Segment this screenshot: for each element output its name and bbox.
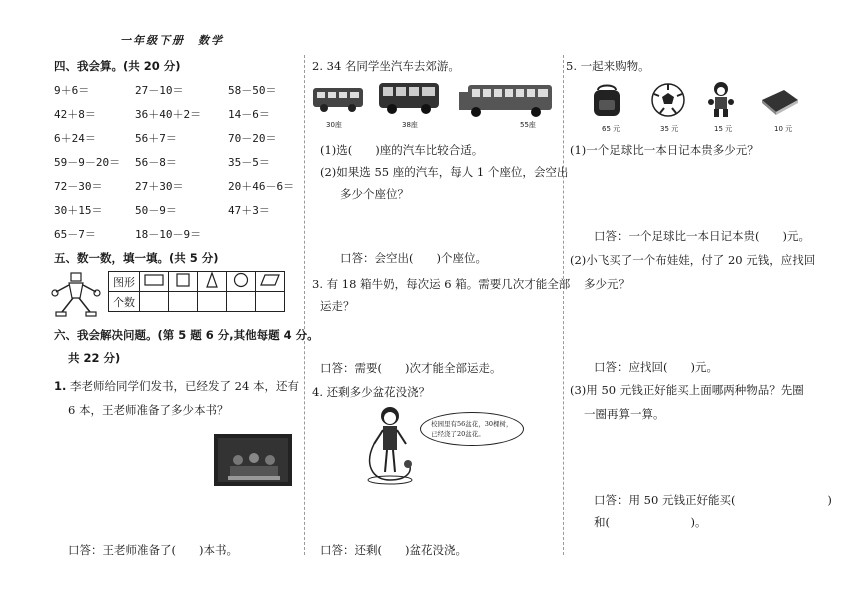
backpack-icon [590, 82, 624, 118]
bus-30-seat-icon [312, 84, 364, 114]
count-answer-cell[interactable] [227, 292, 256, 312]
calc-item: 59－9－20＝ [54, 156, 121, 169]
question-5-title: 5. 一起来购物。 [566, 59, 650, 73]
calc-item: 6＋24＝ [54, 132, 96, 145]
notebook-icon [760, 86, 800, 116]
calc-item: 36＋40＋2＝ [135, 108, 202, 121]
triangle-shape-cell [198, 272, 227, 292]
question-5-part2-cont: 多少元？ [584, 277, 630, 291]
price-label: 10 元 [774, 125, 793, 133]
section-5-title: 五、数一数，填一填。(共 5 分) [54, 251, 219, 265]
price-label: 15 元 [714, 125, 733, 133]
question-2-part2-cont: 多少个座位？ [340, 187, 409, 201]
calc-item: 58－50＝ [228, 84, 277, 97]
question-5-part1: (1)一个足球比一本日记本贵多少元？ [570, 143, 759, 157]
question-2-part1: (1)选( )座的汽车比较合适。 [320, 143, 484, 157]
speech-bubble [420, 412, 524, 446]
question-3-line2: 运走？ [320, 299, 355, 313]
parallelogram-shape-cell [256, 272, 285, 292]
question-2-answer: 口答：会空出( )个座位。 [340, 251, 487, 265]
bus-label: 30座 [326, 121, 342, 129]
bubble-line: 校园里有56盆花，30棵树， [431, 420, 513, 428]
bus-label: 38座 [402, 121, 418, 129]
football-icon [650, 82, 686, 118]
question-5-answer1: 口答：一个足球比一本日记本贵( )元。 [594, 229, 810, 243]
table-header-count: 个数 [109, 292, 140, 312]
question-5-part2: (2)小飞买了一个布娃娃，付了 20 元钱，应找回 [570, 253, 816, 267]
square-shape-cell [169, 272, 198, 292]
count-answer-cell[interactable] [169, 292, 198, 312]
calc-item: 30＋15＝ [54, 204, 103, 217]
section-4-title: 四、我会算。(共 20 分) [54, 59, 181, 73]
calc-item: 70－20＝ [228, 132, 277, 145]
calc-item: 72－30＝ [54, 180, 103, 193]
column-divider [304, 55, 305, 555]
doll-icon [706, 80, 736, 120]
question-1-answer: 口答：王老师准备了( )本书。 [68, 543, 238, 557]
count-answer-cell[interactable] [198, 292, 227, 312]
question-1-line1: 1. 李老师给同学们发书，已经发了 24 本，还有 [54, 379, 299, 393]
section-6-title-cont: 共 22 分) [68, 351, 121, 365]
calc-item: 20＋46－6＝ [228, 180, 295, 193]
calc-item: 56＋7＝ [135, 132, 177, 145]
price-label: 35 元 [660, 125, 679, 133]
page-header: 一年级下册 数学 [120, 34, 224, 47]
bus-38-seat-icon [378, 80, 440, 116]
rectangle-shape-cell [140, 272, 169, 292]
calc-item: 65－7＝ [54, 228, 96, 241]
count-answer-cell[interactable] [140, 292, 169, 312]
bus-label: 55座 [520, 121, 536, 129]
count-answer-cell[interactable] [256, 292, 285, 312]
question-5-answer3: 口答：用 50 元钱正好能买( ) [594, 493, 832, 507]
circle-shape-cell [227, 272, 256, 292]
question-4-title: 4. 还剩多少盆花没浇？ [312, 385, 431, 399]
question-2-part2: (2)如果选 55 座的汽车，每人 1 个座位，会空出 [320, 165, 569, 179]
bus-55-seat-icon [458, 82, 554, 120]
calc-item: 14－6＝ [228, 108, 270, 121]
question-1-line2: 6 本，王老师准备了多少本书？ [68, 403, 229, 417]
column-divider [563, 55, 564, 555]
shape-figure-illustration [50, 272, 102, 318]
question-3-answer: 口答：需要( )次才能全部运走。 [320, 361, 502, 375]
question-4-answer: 口答：还剩( )盆花没浇。 [320, 543, 467, 557]
girl-watering-illustration [364, 404, 416, 486]
calc-item: 47＋3＝ [228, 204, 270, 217]
question-5-answer2: 口答：应找回( )元。 [594, 360, 718, 374]
question-2-title: 2. 34 名同学坐汽车去郊游。 [312, 59, 460, 73]
question-5-answer3-cont: 和( )。 [594, 515, 707, 529]
calc-item: 35－5＝ [228, 156, 270, 169]
calc-item: 27－10＝ [135, 84, 184, 97]
calc-item: 42＋8＝ [54, 108, 96, 121]
question-5-part3-cont: 一圈再算一算。 [584, 407, 665, 421]
question-number: 1. [54, 379, 67, 393]
section-6-title: 六、我会解决问题。(第 5 题 6 分,其他每题 4 分。 [54, 328, 319, 342]
price-label: 65 元 [602, 125, 621, 133]
calc-item: 56－8＝ [135, 156, 177, 169]
question-3-line1: 3. 有 18 箱牛奶，每次运 6 箱。需要几次才能全部 [312, 277, 571, 291]
calc-item: 50－9＝ [135, 204, 177, 217]
calc-item: 27＋30＝ [135, 180, 184, 193]
calc-item: 9＋6＝ [54, 84, 90, 97]
question-5-part3: (3)用 50 元钱正好能买上面哪两种物品？先圈 [570, 383, 804, 397]
classroom-illustration [214, 434, 292, 486]
calc-item: 18－10－9＝ [135, 228, 202, 241]
shape-count-table [108, 271, 285, 312]
table-header-shape: 图形 [109, 272, 140, 292]
bubble-line: 已经浇了20盆花。 [431, 430, 485, 438]
